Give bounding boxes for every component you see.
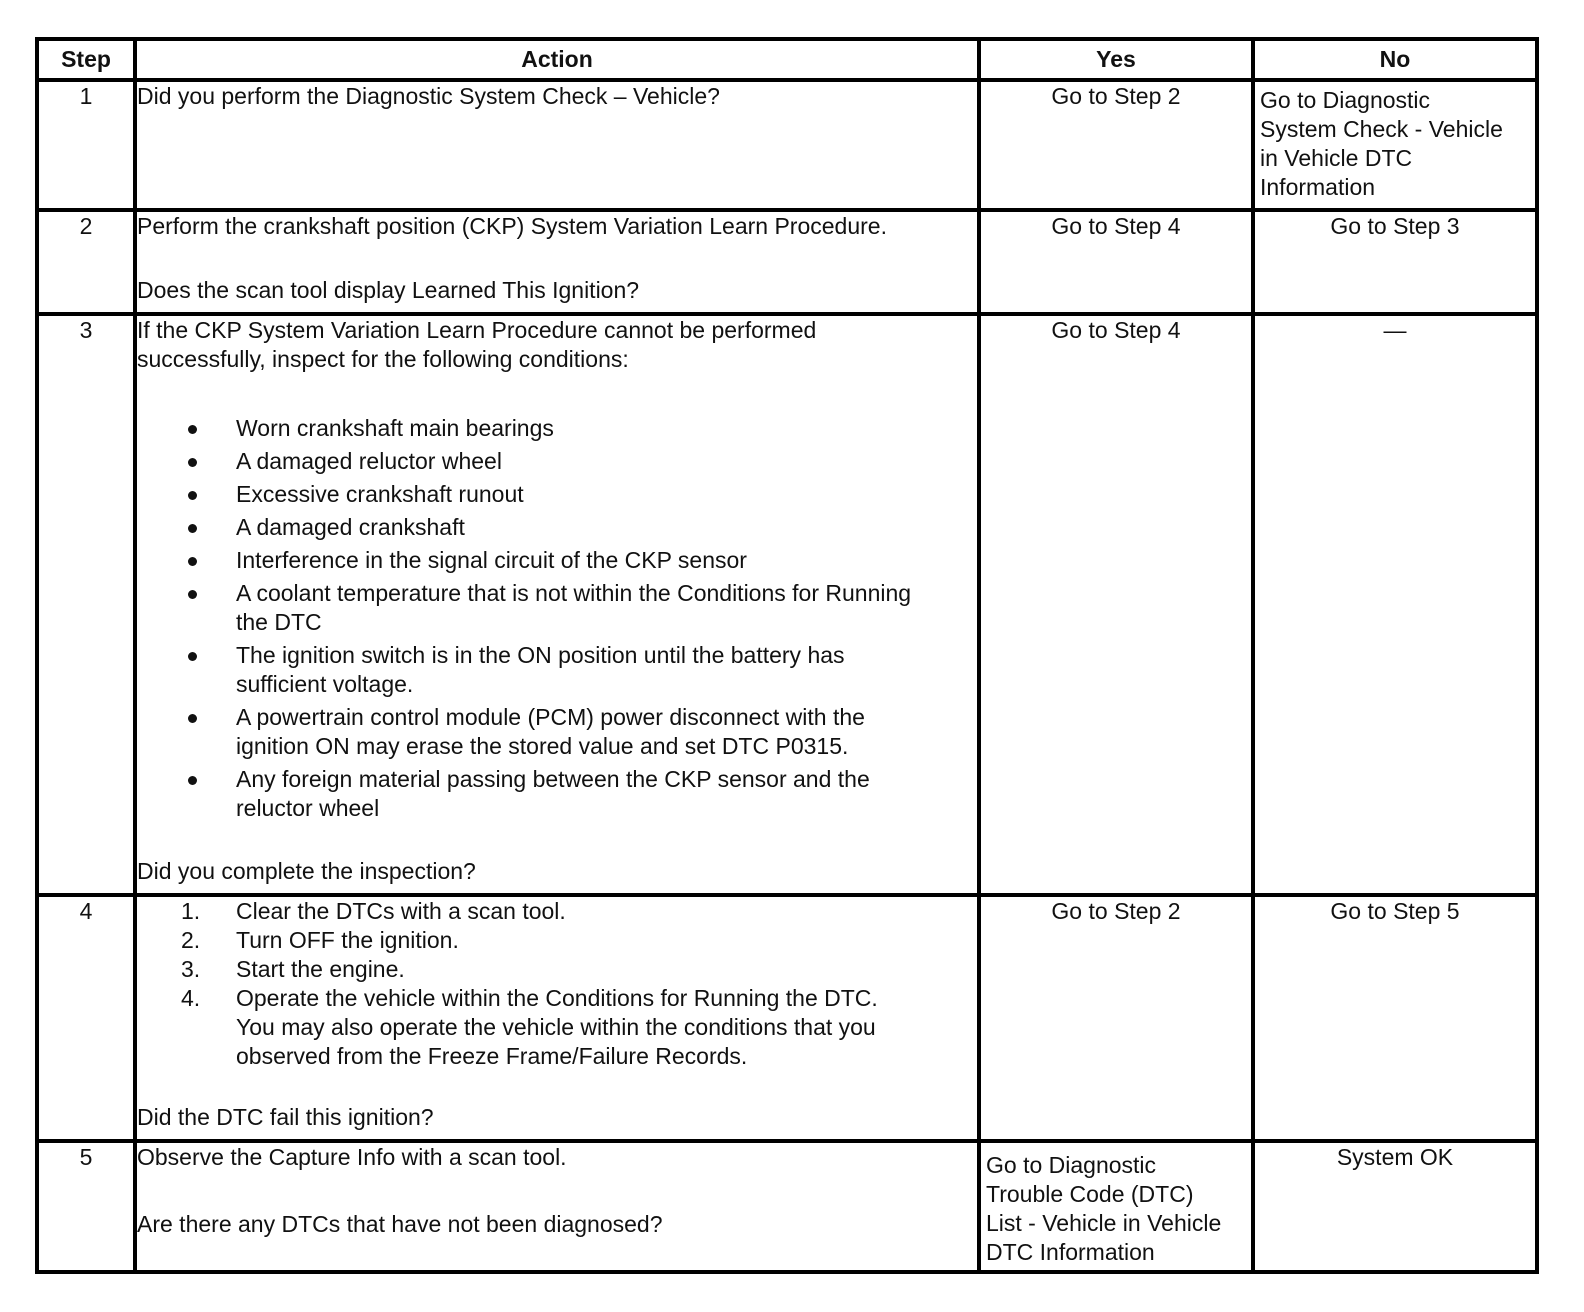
yes-cell: Go to Step 4 [979, 210, 1253, 314]
step-number: 4 [37, 895, 135, 1141]
list-item-line: reluctor wheel [236, 795, 380, 821]
list-item-line: Operate the vehicle within the Conditions for Running the DTC. [236, 985, 878, 1011]
list-item [137, 926, 977, 955]
action-cell [135, 895, 979, 1141]
list-item [137, 447, 977, 476]
no-cell: System OK [1253, 1141, 1537, 1272]
list-item [137, 480, 977, 509]
list-number: 3. [181, 956, 201, 982]
list-number: 2. [181, 927, 201, 953]
list-number: 4. [181, 985, 201, 1011]
action-text: Perform the crankshaft position (CKP) System Variation Learn Procedure. [137, 213, 887, 239]
header-step: Step [37, 39, 135, 80]
list-item-line: Any foreign material passing between the CKP sensor and the [236, 766, 870, 792]
yes-text-line: DTC Information [986, 1239, 1155, 1265]
list-item-line: observed from the Freeze Frame/Failure Records. [236, 1043, 748, 1069]
bullet-icon [188, 776, 197, 785]
list-item [137, 414, 977, 443]
list-item-line: ignition ON may erase the stored value and set DTC P0315. [236, 733, 849, 759]
action-cell [135, 80, 979, 210]
list-item-line: Clear the DTCs with a scan tool. [236, 898, 566, 924]
list-item [137, 579, 977, 637]
bullet-icon [188, 524, 197, 533]
list-item [137, 897, 977, 926]
list-item-line: Start the engine. [236, 956, 405, 982]
action-cell [135, 1141, 979, 1272]
list-item-line: Excessive crankshaft runout [236, 481, 524, 507]
header-action: Action [135, 39, 979, 80]
yes-cell: Go to Step 2 [979, 895, 1253, 1141]
yes-text-line: Go to Diagnostic [986, 1152, 1157, 1178]
yes-cell [979, 1141, 1253, 1272]
bullet-icon [188, 425, 197, 434]
no-text-line: Information [1260, 174, 1376, 200]
list-item [137, 703, 977, 761]
step-number: 1 [37, 80, 135, 210]
list-item-line: You may also operate the vehicle within the conditions that you [236, 1014, 876, 1040]
action-question: Does the scan tool display Learned This Ignition? [137, 277, 640, 303]
procedure-list [137, 897, 977, 1071]
no-text-line: System Check - Vehicle [1260, 116, 1503, 142]
action-intro-line: If the CKP System Variation Learn Procedure cannot be performed [137, 317, 817, 343]
list-item [137, 641, 977, 699]
list-item [137, 984, 977, 1071]
no-text-line: Go to Diagnostic [1260, 87, 1431, 113]
no-cell: — [1253, 314, 1537, 895]
list-item-line: A damaged crankshaft [236, 514, 465, 540]
action-cell [135, 210, 979, 314]
table-row [37, 895, 1537, 1141]
list-item-line: the DTC [236, 609, 322, 635]
condition-list [137, 414, 977, 827]
bullet-icon [188, 652, 197, 661]
step-number: 5 [37, 1141, 135, 1272]
bullet-icon [188, 491, 197, 500]
step-number: 3 [37, 314, 135, 895]
no-cell [1253, 80, 1537, 210]
list-item [137, 765, 977, 823]
diagnostic-table [35, 37, 1539, 1274]
list-item-line: A damaged reluctor wheel [236, 448, 502, 474]
no-cell: Go to Step 3 [1253, 210, 1537, 314]
action-text: Did you perform the Diagnostic System Check – Vehicle? [137, 83, 720, 109]
action-intro-line: successfully, inspect for the following conditions: [137, 346, 629, 372]
list-number: 1. [181, 898, 201, 924]
header-yes: Yes [979, 39, 1253, 80]
table-row [37, 210, 1537, 314]
header-no: No [1253, 39, 1537, 80]
yes-cell: Go to Step 2 [979, 80, 1253, 210]
bullet-icon [188, 590, 197, 599]
list-item-line: sufficient voltage. [236, 671, 414, 697]
bullet-icon [188, 557, 197, 566]
list-item-line: A coolant temperature that is not within the Conditions for Running [236, 580, 912, 606]
list-item [137, 955, 977, 984]
list-item-line: The ignition switch is in the ON position until the battery has [236, 642, 845, 668]
bullet-icon [188, 458, 197, 467]
list-item-line: Interference in the signal circuit of the CKP sensor [236, 547, 747, 573]
action-text: Observe the Capture Info with a scan tool. [137, 1144, 567, 1170]
table-row [37, 80, 1537, 210]
step-number: 2 [37, 210, 135, 314]
action-question: Are there any DTCs that have not been diagnosed? [137, 1211, 663, 1237]
table-row [37, 1141, 1537, 1272]
no-cell: Go to Step 5 [1253, 895, 1537, 1141]
bullet-icon [188, 714, 197, 723]
yes-text-line: Trouble Code (DTC) [986, 1181, 1194, 1207]
list-item-line: A powertrain control module (PCM) power disconnect with the [236, 704, 865, 730]
action-question: Did the DTC fail this ignition? [137, 1104, 434, 1130]
list-item [137, 546, 977, 575]
list-item [137, 513, 977, 542]
action-question: Did you complete the inspection? [137, 858, 476, 884]
header-row [37, 39, 1537, 80]
list-item-line: Turn OFF the ignition. [236, 927, 459, 953]
yes-cell: Go to Step 4 [979, 314, 1253, 895]
yes-text-line: List - Vehicle in Vehicle [986, 1210, 1222, 1236]
table-row [37, 314, 1537, 895]
action-cell [135, 314, 979, 895]
list-item-line: Worn crankshaft main bearings [236, 415, 554, 441]
no-text-line: in Vehicle DTC [1260, 145, 1413, 171]
